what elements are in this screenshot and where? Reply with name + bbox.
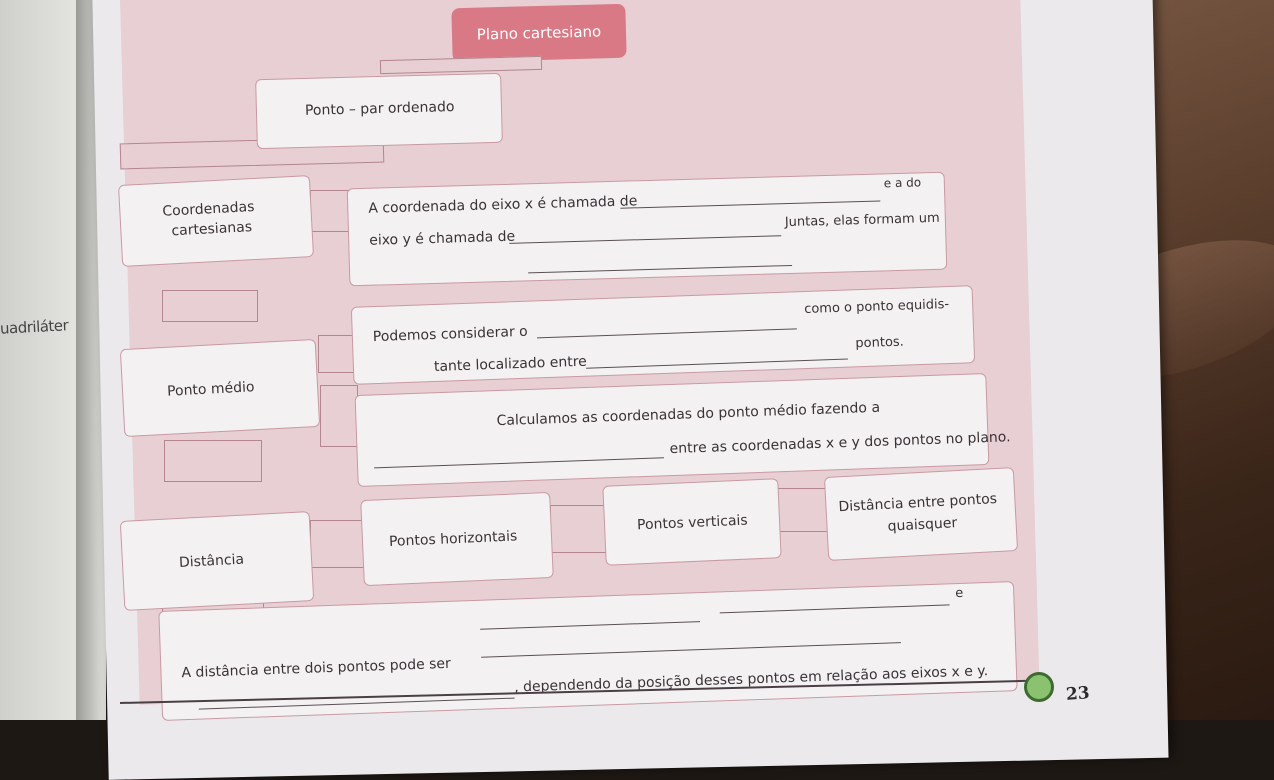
connector: [164, 440, 262, 482]
calc-text-b: entre as coordenadas x e y dos pontos no plano.: [669, 429, 1011, 458]
node-coordenadas: [118, 175, 314, 267]
page-number: 23: [1065, 683, 1091, 705]
coord-text-b: e a do: [883, 175, 922, 191]
coord-text-d: Juntas, elas formam um: [784, 210, 940, 231]
calc-text-a: Calculamos as coordenadas do ponto médio fazendo a: [496, 399, 881, 430]
dist-text-c: , dependendo da posição desses pontos em relação aos eixos x e y.: [513, 663, 989, 696]
node-distancia-entre-line1: Distância entre pontos: [838, 491, 998, 516]
node-distancia: [120, 511, 314, 611]
node-distancia-entre-line2: quaisquer: [887, 515, 958, 535]
node-ponto-medio-label: Ponto médio: [166, 379, 255, 400]
node-coordenadas-line2: cartesianas: [171, 219, 253, 240]
map-title: Plano cartesiano: [451, 4, 626, 63]
answer-blank: [509, 235, 781, 244]
node-coordenadas-line1: Coordenadas: [162, 198, 255, 220]
connector: [310, 520, 368, 568]
answer-blank: [528, 265, 792, 273]
node-ponto-label: Ponto – par ordenado: [304, 99, 455, 119]
answer-blank: [374, 457, 664, 468]
pm-text-c: tante localizado entre: [433, 353, 588, 376]
node-pontos-horizontais: [360, 492, 554, 586]
answer-blank: [720, 604, 950, 613]
answer-blank: [620, 200, 880, 208]
card-coordenadas-text: [347, 172, 948, 287]
connector: [776, 488, 828, 532]
dist-text-b: A distância entre dois pontos pode ser: [181, 655, 452, 682]
coord-text-c: eixo y é chamada de: [368, 228, 516, 249]
page-marker-dot: [1024, 672, 1054, 702]
node-ponto-medio: [120, 339, 320, 437]
answer-blank: [481, 642, 901, 658]
node-ponto: [255, 73, 503, 149]
answer-blank: [586, 359, 848, 369]
connector: [310, 190, 352, 232]
side-text-fragment: uadriláter: [0, 316, 69, 338]
coord-text-a: A coordenada do eixo x é chamada de: [368, 193, 638, 217]
connector: [318, 335, 356, 373]
node-pontos-verticais-label: Pontos verticais: [636, 512, 749, 534]
pm-text-a: Podemos considerar o: [372, 323, 528, 346]
answer-blank: [480, 621, 700, 630]
node-pontos-horizontais-label: Pontos horizontais: [388, 528, 518, 550]
node-distancia-entre-pontos: [824, 467, 1018, 561]
node-distancia-label: Distância: [178, 551, 245, 571]
connector: [320, 385, 358, 447]
node-pontos-verticais: [602, 478, 781, 566]
pm-text-d: pontos.: [855, 334, 905, 352]
left-page: [0, 0, 80, 720]
connector: [550, 505, 608, 553]
answer-blank: [537, 328, 797, 338]
pm-text-b: como o ponto equidis-: [803, 297, 950, 318]
connector: [162, 290, 258, 322]
dist-text-a: e: [954, 585, 964, 602]
